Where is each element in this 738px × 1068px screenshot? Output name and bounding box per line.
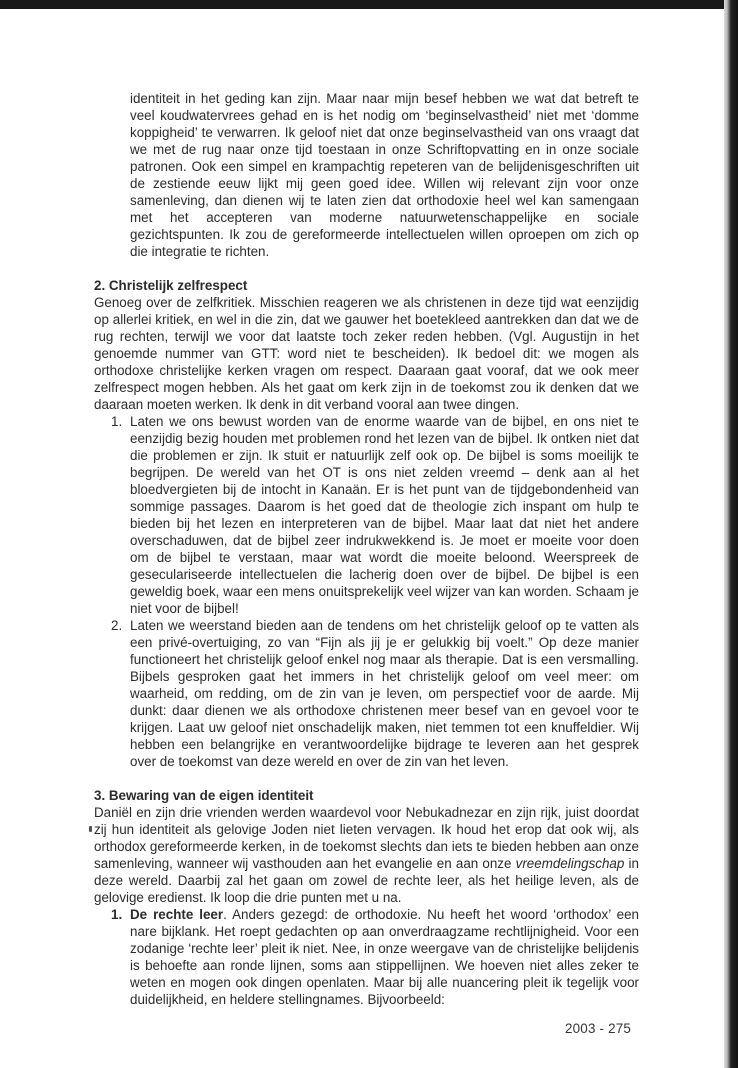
- section-3-text-before: Daniël en zijn drie vrienden werden waardevol voor Nebukadnezar en zijn rijk, juist doordat zij hun identiteit als gelovige Joden niet lieten vervagen. Ik houd het erop dat ook wij, als orthodox gereformeerde kerken, in de toekomst slechts dan iets te bieden hebben aan onze samenleving, wanneer wij vasthouden aan het evangelie en aan onze: [94, 805, 639, 871]
- section-3-paragraph: [94, 804, 639, 906]
- section-2-paragraph: Genoeg over de zelfkritiek. Misschien reageren we als christenen in deze tijd wat eenzijdig op allerlei kritiek, en wel in die zin, dat we gauwer het boetekleed aantrekken dan dat we de rug rechten, terwijl we voor dat laatste toch zeker reden hebben. (Vgl. Augustijn in het genoemde nummer van GTT: word niet te bescheiden). Ik bedoel dit: we mogen als orthodoxe christelijke kerken vragen om respect. Daaraan gaat vooraf, dat we ook meer zelfrespect mogen hebben. Als het gaat om kerk zijn in de toekomst zou ik denken dat we daaraan moeten werken. Ik denk in dit verband vooral aan twee dingen.: [94, 295, 639, 412]
- section-3-text-after: in deze wereld. Daarbij zal het gaan om zowel de rechte leer, als het heilige leven, als de gelovige eredienst. Ik loop die drie punten met u na.: [94, 856, 639, 905]
- scan-margin-mark: [89, 826, 92, 832]
- list-item-title: De rechte leer: [130, 907, 224, 922]
- list-item: [94, 413, 639, 617]
- section-2-list: [94, 413, 639, 770]
- page-content: [94, 90, 639, 1008]
- list-item-number: 1.: [111, 414, 123, 429]
- section-3-heading: 3. Bewaring van de eigen identiteit: [94, 788, 314, 803]
- list-item-number: 1.: [111, 907, 123, 922]
- section-3-emphasis: vreemdelingschap: [515, 856, 625, 871]
- list-item-text: Laten we weerstand bieden aan de tendens om het christelijk geloof op te vatten als een privé-overtuiging, zo van “Fijn als jij je er gelukkig bij voelt.” Op deze manier functioneert het christelijk geloof enkel nog maar als therapie. Dat is een versmalling. Bijbels gesproken gaat het immers in het christelijk geloof om veel meer: om waarheid, om redding, om de zin van je leven, om perspectief voor de aarde. Mij dunkt: daar dienen we als orthodoxe christenen meer besef van en gevoel voor te krijgen. Laat uw geloof niet onschadelijk maken, niet temmen tot een knuffeldier. Wij hebben een belangrijke en verantwoordelijke bijdrage te leveren aan het gesprek over de toekomst van deze wereld en over de zin van het leven.: [130, 618, 639, 769]
- list-item-text: Laten we ons bewust worden van de enorme waarde van de bijbel, en ons niet te eenzijdig bezig houden met problemen rond het lezen van de bijbel. Ik ontken niet dat die problemen er zijn. Ik stuit er natuurlijk zelf ook op. De bijbel is soms moeilijk te begrijpen. De wereld van het OT is ons niet zelden vreemd – denk aan al het bloedvergieten bij de intocht in Kanaän. Er is het punt van de tijdgebondenheid van sommige passages. Daarom is het goed dat de theologie zich inspant om hulp te bieden bij het lezen en interpreteren van de bijbel. Maar laat dat niet het andere overschaduwen, dat de bijbel zeer indrukwekkend is. Je moet er moeite voor doen om de bijbel te verstaan, maar wat wordt die moeite beloond. Weerspreek de geseculariseerde intellectuelen die lacherig doen over de bijbel. De bijbel is een geweldig boek, waar een mens onuitsprekelijk veel wijzer van kan worden. Schaam je niet voor de bijbel!: [130, 414, 639, 616]
- list-item-text: . Anders gezegd: de orthodoxie. Nu heeft het woord ‘orthodox’ een nare bijklank. Het roept gedachten op aan onverdraagzame rechtlijnigheid. Voor een zodanige ‘rechte leer’ pleit ik niet. Nee, in onze weergave van de christelijke belijdenis is behoefte aan ronde lijnen, soms aan stippellijnen. We hoeven niet alles zeker te weten en mogen ook dingen openlaten. Maar bij alle nuancering pleit ik tegelijk voor duidelijkheid, en heldere stellingnames. Bijvoorbeeld:: [130, 907, 640, 1007]
- scan-right-edge: [724, 0, 738, 1068]
- intro-paragraph: identiteit in het geding kan zijn. Maar naar mijn besef hebben we wat dat betreft te veel koudwatervrees gehad en is het nodig om ‘beginselvastheid’ niet met ‘domme koppigheid’ te verwarren. Ik geloof niet dat onze beginselvastheid van ons vraagt dat we met de rug naar onze tijd toestaan in onze Schriftopvatting en in onze sociale patronen. Ook een simpel en krampachtig repeteren van de belijdenisgeschriften uit de zestiende eeuw lijkt mij geen goed idee. Willen wij relevant zijn voor onze samenleving, dan dienen wij te laten zien dat orthodoxie heel wel kan samengaan met het accepteren van moderne natuurwetenschappelijke en sociale gezichtspunten. Ik zou de gereformeerde intellectuelen willen oproepen om zich op die integratie te richten.: [130, 91, 639, 259]
- list-item: [94, 906, 639, 1008]
- list-item-number: 2.: [111, 618, 123, 633]
- list-item: [94, 617, 639, 770]
- scan-top-edge: [0, 0, 738, 9]
- section-3-list: [94, 906, 639, 1008]
- page-number: 2003 - 275: [565, 1021, 632, 1036]
- section-2-heading: 2. Christelijk zelfrespect: [94, 278, 248, 293]
